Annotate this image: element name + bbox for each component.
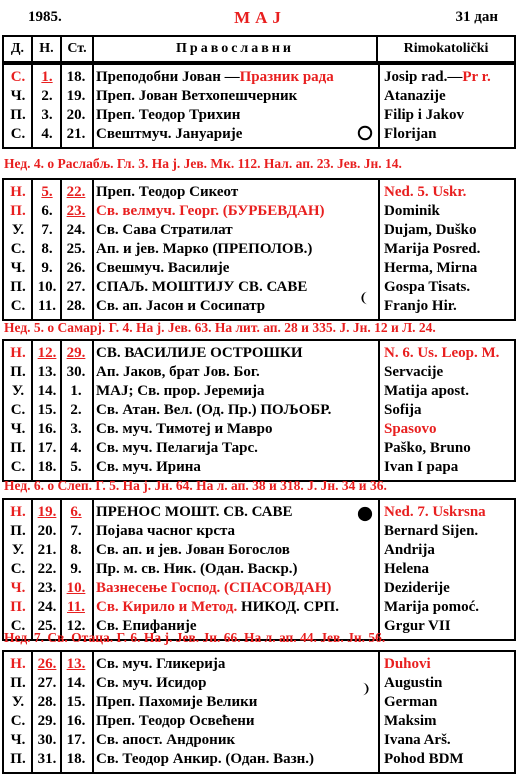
orthodox-feast-text: Св. апост. Андроник — [96, 732, 236, 748]
week-block — [2, 650, 516, 774]
catholic-feast — [384, 503, 486, 522]
catholic-feast — [384, 297, 457, 316]
catholic-feast — [384, 401, 422, 420]
day-row — [4, 344, 514, 363]
catholic-feast-text: Helena — [384, 561, 429, 577]
catholic-feast-text: Ned. 7. Uskrsna — [384, 504, 486, 520]
col-catholic: Rimokatolički — [403, 41, 489, 56]
new-date-cell: 16. — [37, 421, 57, 437]
orthodox-feast — [96, 750, 314, 769]
new-date-cell: 9. — [41, 260, 53, 276]
catholic-feast — [384, 712, 437, 731]
week-block — [2, 339, 516, 482]
new-date-cell: 13. — [37, 364, 57, 380]
orthodox-feast — [96, 560, 298, 579]
day-row — [4, 439, 514, 458]
weekday-cell: П. — [10, 675, 26, 691]
catholic-feast-text: Ned. 5. Uskr. — [384, 184, 467, 200]
orthodox-feast — [96, 731, 235, 750]
orthodox-feast-text: СВ. ВАСИЛИЈЕ ОСТРОШКИ — [96, 345, 303, 361]
new-date-cell: 8. — [41, 241, 53, 257]
weekday-cell: С. — [10, 298, 26, 314]
catholic-feast — [384, 125, 437, 144]
new-date-cell: 24. — [37, 599, 57, 615]
day-row — [4, 382, 514, 401]
orthodox-feast — [96, 674, 207, 693]
old-date-cell: 7. — [70, 523, 82, 539]
weekday-cell: Н. — [10, 656, 26, 672]
catholic-feast — [384, 87, 446, 106]
new-moon-icon — [357, 506, 373, 522]
weekday-cell: С. — [10, 459, 26, 475]
catholic-feast-text: German — [384, 694, 438, 710]
catholic-feast — [384, 674, 442, 693]
catholic-feast — [384, 68, 491, 87]
new-date-cell: 18. — [37, 459, 57, 475]
new-date-cell: 7. — [41, 222, 53, 238]
catholic-feast-text: Duhovi — [384, 656, 431, 672]
weekday-cell: С. — [10, 618, 26, 634]
orthodox-feast — [96, 363, 260, 382]
orthodox-feast — [96, 278, 307, 297]
catholic-feast — [384, 420, 437, 439]
day-row — [4, 401, 514, 420]
new-date-cell: 12. — [37, 345, 57, 361]
catholic-feast — [384, 541, 435, 560]
catholic-feast-text: Marija pomoć. — [384, 599, 479, 615]
catholic-feast-text: Servacije — [384, 364, 444, 380]
catholic-feast — [384, 278, 470, 297]
orthodox-feast-text: Појава часног крста — [96, 523, 236, 539]
old-date-cell: 10. — [66, 580, 86, 596]
old-date-cell: 17. — [66, 732, 86, 748]
orthodox-feast — [96, 125, 242, 144]
catholic-feast — [384, 560, 429, 579]
new-date-cell: 29. — [37, 713, 57, 729]
weekday-cell: У. — [11, 383, 25, 399]
month-title: МАЈ — [234, 8, 286, 27]
old-date-cell: 23. — [66, 203, 86, 219]
orthodox-feast-text: Преп. Пахомије Велики — [96, 694, 258, 710]
orthodox-feast-text: Ап. и јев. Марко (ПРЕПОЛОВ.) — [96, 241, 313, 257]
weekday-cell: С. — [10, 69, 26, 85]
old-date-cell: 9. — [70, 561, 82, 577]
orthodox-feast — [96, 655, 225, 674]
catholic-feast-text: Spasovo — [384, 421, 437, 437]
orthodox-feast-text: Св. муч. Исидор — [96, 675, 207, 691]
orthodox-feast — [96, 598, 339, 617]
catholic-feast-text: Maksim — [384, 713, 437, 729]
new-date-cell: 30. — [37, 732, 57, 748]
col-orthodox: Православни — [94, 37, 378, 61]
last-quarter-icon — [357, 290, 373, 306]
orthodox-feast-text: Св. Епифаније — [96, 618, 197, 634]
orthodox-feast-text: Преп. Теодор Освећени — [96, 713, 255, 729]
orthodox-feast-text: Ап. Јаков, брат Јов. Бог. — [96, 364, 260, 380]
orthodox-feast — [96, 240, 312, 259]
new-date-cell: 5. — [41, 184, 53, 200]
catholic-feast-text: Josip rad.— — [384, 69, 463, 85]
orthodox-feast — [96, 420, 272, 439]
catholic-feast-text: Dominik — [384, 203, 440, 219]
day-row — [4, 87, 514, 106]
weekday-cell: П. — [10, 107, 26, 123]
orthodox-feast-text: Св. ап. Јасон и Сосипатр — [96, 298, 266, 314]
new-date-cell: 28. — [37, 694, 57, 710]
weekday-cell: Ч. — [10, 88, 26, 104]
old-date-cell: 30. — [66, 364, 86, 380]
day-row — [4, 125, 514, 144]
year-label: 1985. — [28, 9, 62, 25]
weekday-cell: Ч. — [10, 580, 26, 596]
orthodox-feast-text: Св. Кирило и Метод. — [96, 599, 238, 615]
day-row — [4, 221, 514, 240]
old-date-cell: 15. — [66, 694, 86, 710]
weekday-cell: П. — [10, 279, 26, 295]
day-row — [4, 278, 514, 297]
catholic-feast — [384, 259, 477, 278]
new-date-cell: 11. — [38, 298, 56, 314]
catholic-feast — [384, 344, 499, 363]
catholic-feast-text: Bernard Sijen. — [384, 523, 479, 539]
week-block — [2, 498, 516, 641]
catholic-feast — [384, 598, 479, 617]
day-row — [4, 655, 514, 674]
days-count: 31 дан — [455, 9, 498, 25]
new-date-cell: 2. — [41, 88, 53, 104]
orthodox-feast-extra: НИКОД. СРП. — [237, 599, 339, 615]
weekday-cell: Н. — [10, 345, 26, 361]
old-date-cell: 27. — [66, 279, 86, 295]
orthodox-feast — [96, 693, 257, 712]
catholic-feast-text: Atanazije — [384, 88, 446, 104]
old-date-cell: 29. — [66, 345, 86, 361]
old-date-cell: 6. — [70, 504, 82, 520]
catholic-feast-text: Marija Posred. — [384, 241, 481, 257]
day-row — [4, 106, 514, 125]
weekday-cell: П. — [10, 599, 26, 615]
orthodox-feast-text: Пр. м. св. Ник. (Одан. Васкр.) — [96, 561, 298, 577]
catholic-feast-text: Deziderije — [384, 580, 450, 596]
day-row — [4, 541, 514, 560]
new-date-cell: 31. — [37, 751, 57, 767]
catholic-feast-text: Augustin — [384, 675, 443, 691]
weekday-cell: П. — [10, 751, 26, 767]
weekday-cell: С. — [10, 402, 26, 418]
full-moon-icon — [357, 125, 373, 141]
weekday-cell: С. — [10, 713, 26, 729]
catholic-feast-text: Ivana Arš. — [384, 732, 451, 748]
catholic-feast-text: Filip i Jakov — [384, 107, 465, 123]
old-date-cell: 18. — [66, 751, 86, 767]
orthodox-feast-text: СПАЉ. МОШТИЈУ СВ. САВЕ — [96, 279, 308, 295]
old-date-cell: 13. — [66, 656, 86, 672]
day-row — [4, 560, 514, 579]
orthodox-feast — [96, 259, 229, 278]
orthodox-feast-text: Св. Теодор Анкир. (Одан. Вазн.) — [96, 751, 314, 767]
week-reading-line: Нед. 4. о Раслабљ. Гл. 3. На ј. Јев. Мк. 112. Нал. ап. 23. Јев. Јн. 14. — [4, 156, 402, 171]
new-date-cell: 23. — [37, 580, 57, 596]
catholic-feast-text: Paško, Bruno — [384, 440, 471, 456]
catholic-feast-text: Florijan — [384, 126, 437, 142]
old-date-cell: 20. — [66, 107, 86, 123]
orthodox-feast-text: Свешмуч. Василије — [96, 260, 230, 276]
old-date-cell: 3. — [70, 421, 82, 437]
catholic-feast — [384, 579, 450, 598]
orthodox-feast-text: Преп. Теодор Трихин — [96, 107, 241, 123]
orthodox-feast-text: Св. Сава Стратилат — [96, 222, 233, 238]
orthodox-feast-text: ПРЕНОС МОШТ. СВ. САВЕ — [96, 504, 293, 520]
day-row — [4, 674, 514, 693]
weekday-cell: У. — [11, 222, 25, 238]
weekday-cell: С. — [10, 241, 26, 257]
orthodox-feast-holiday: Празник рада — [239, 69, 334, 85]
old-date-cell: 18. — [66, 69, 86, 85]
orthodox-feast — [96, 202, 325, 221]
catholic-feast — [384, 382, 469, 401]
col-old: Ст. — [62, 37, 94, 61]
weekday-cell: С. — [10, 561, 26, 577]
catholic-feast — [384, 731, 451, 750]
weekday-cell: Ч. — [10, 732, 26, 748]
orthodox-feast-text: Преподобни Јован — — [96, 69, 240, 85]
old-date-cell: 28. — [66, 298, 86, 314]
weekday-cell: Н. — [10, 504, 26, 520]
catholic-feast-text: Sofija — [384, 402, 422, 418]
weekday-cell: С. — [10, 126, 26, 142]
orthodox-feast — [96, 579, 331, 598]
catholic-feast-text: Gospa Tisats. — [384, 279, 471, 295]
orthodox-feast — [96, 503, 293, 522]
old-date-cell: 25. — [66, 241, 86, 257]
day-row — [4, 503, 514, 522]
day-row — [4, 183, 514, 202]
orthodox-feast — [96, 68, 334, 87]
day-row — [4, 731, 514, 750]
old-date-cell: 4. — [70, 440, 82, 456]
orthodox-feast — [96, 712, 255, 731]
weekday-cell: У. — [11, 542, 25, 558]
catholic-feast — [384, 655, 431, 674]
catholic-feast — [384, 183, 466, 202]
weekday-cell: Н. — [10, 184, 26, 200]
day-row — [4, 579, 514, 598]
old-date-cell: 19. — [66, 88, 86, 104]
week-block — [2, 178, 516, 321]
weekday-cell: П. — [10, 364, 26, 380]
orthodox-feast — [96, 183, 238, 202]
catholic-feast — [384, 439, 471, 458]
weekday-cell: Ч. — [10, 421, 26, 437]
new-date-cell: 20. — [37, 523, 57, 539]
old-date-cell: 1. — [70, 383, 82, 399]
old-date-cell: 14. — [66, 675, 86, 691]
orthodox-feast-text: Св. муч. Пелагија Тарс. — [96, 440, 258, 456]
catholic-feast-text: Ivan I papa — [384, 459, 459, 475]
day-row — [4, 693, 514, 712]
new-date-cell: 22. — [37, 561, 57, 577]
new-date-cell: 3. — [41, 107, 53, 123]
weekday-cell: Ч. — [10, 260, 26, 276]
catholic-feast — [384, 693, 437, 712]
catholic-feast-text: Dujam, Duško — [384, 222, 477, 238]
catholic-feast-text: Herma, Mirna — [384, 260, 478, 276]
col-new: Н. — [33, 37, 62, 61]
orthodox-feast-text: Преп. Теодор Сикеот — [96, 184, 239, 200]
catholic-feast-text: Pohod BDM — [384, 751, 464, 767]
catholic-feast — [384, 221, 477, 240]
orthodox-feast — [96, 439, 258, 458]
orthodox-feast-text: Св. муч. Гликерија — [96, 656, 226, 672]
week-block — [2, 63, 516, 149]
week-reading-line: Нед. 6. о Слеп. Г. 5. На ј. Јн. 64. На л. ап. 38 и 318. Ј. Јн. 34 и 36. — [4, 478, 387, 493]
catholic-feast — [384, 106, 464, 125]
orthodox-feast — [96, 401, 331, 420]
old-date-cell: 26. — [66, 260, 86, 276]
orthodox-feast — [96, 221, 233, 240]
new-date-cell: 27. — [37, 675, 57, 691]
orthodox-feast-text: Св. муч. Ирина — [96, 459, 201, 475]
weekday-cell: П. — [10, 523, 26, 539]
day-row — [4, 68, 514, 87]
orthodox-feast — [96, 106, 240, 125]
old-date-cell: 8. — [70, 542, 82, 558]
day-row — [4, 522, 514, 541]
day-row — [4, 598, 514, 617]
weekday-cell: П. — [10, 203, 26, 219]
catholic-feast-holiday: Pr r. — [462, 69, 491, 85]
catholic-feast-text: Franjo Hir. — [384, 298, 457, 314]
weekday-cell: П. — [10, 440, 26, 456]
new-date-cell: 1. — [41, 69, 53, 85]
day-row — [4, 297, 514, 316]
column-header — [2, 35, 516, 63]
orthodox-feast-text: Вазнесење Господ. (СПАСОВДАН) — [96, 580, 332, 596]
day-row — [4, 712, 514, 731]
catholic-feast — [384, 522, 478, 541]
new-date-cell: 17. — [37, 440, 57, 456]
old-date-cell: 11. — [67, 599, 85, 615]
day-row — [4, 420, 514, 439]
new-date-cell: 19. — [37, 504, 57, 520]
catholic-feast-text: Matija apost. — [384, 383, 469, 399]
orthodox-feast-text: Св. ап. и јев. Јован Богослов — [96, 542, 290, 558]
new-date-cell: 10. — [37, 279, 57, 295]
catholic-feast — [384, 202, 440, 221]
new-date-cell: 14. — [37, 383, 57, 399]
orthodox-feast-text: Преп. Јован Ветхопешчерник — [96, 88, 298, 104]
orthodox-feast-text: МАЈ; Св. прор. Јеремија — [96, 383, 265, 399]
orthodox-feast — [96, 297, 265, 316]
old-date-cell: 24. — [66, 222, 86, 238]
orthodox-feast-text: Св. муч. Тимотеј и Мавро — [96, 421, 273, 437]
week-reading-line: Нед. 5. о Самарј. Г. 4. На ј. Јев. 63. На лит. ап. 28 и 335. Ј. Јн. 12 и Л. 24. — [4, 320, 436, 335]
catholic-feast — [384, 750, 464, 769]
old-date-cell: 5. — [70, 459, 82, 475]
catholic-feast — [384, 363, 443, 382]
catholic-feast-text: Andrija — [384, 542, 435, 558]
old-date-cell: 2. — [70, 402, 82, 418]
catholic-feast-text: Grgur VII — [384, 618, 451, 634]
orthodox-feast-text: Св. велмуч. Георг. (БУРБЕВДАН) — [96, 203, 325, 219]
catholic-feast-text: N. 6. Us. Leop. M. — [384, 345, 500, 361]
orthodox-feast — [96, 522, 235, 541]
new-date-cell: 26. — [37, 656, 57, 672]
weekday-cell: У. — [11, 694, 25, 710]
first-quarter-icon — [357, 681, 373, 697]
orthodox-feast-text: Свештмуч. Јануарије — [96, 126, 243, 142]
day-row — [4, 202, 514, 221]
new-date-cell: 15. — [37, 402, 57, 418]
week-reading-line: Нед. 7. Св. Отаца. Г. 6. На ј. Јев. Јн. 66. На л. ап. 44. Јев. Јн. 56. — [4, 630, 386, 645]
orthodox-feast-text: Св. Атан. Вел. (Од. Пр.) ПОЉОБР. — [96, 402, 332, 418]
day-row — [4, 240, 514, 259]
orthodox-feast — [96, 541, 290, 560]
catholic-feast — [384, 240, 480, 259]
new-date-cell: 21. — [37, 542, 57, 558]
new-date-cell: 6. — [41, 203, 53, 219]
old-date-cell: 12. — [66, 618, 86, 634]
orthodox-feast — [96, 87, 297, 106]
orthodox-feast — [96, 344, 303, 363]
old-date-cell: 21. — [66, 126, 86, 142]
day-row — [4, 259, 514, 278]
new-date-cell: 25. — [37, 618, 57, 634]
day-row — [4, 363, 514, 382]
new-date-cell: 4. — [41, 126, 53, 142]
page-header — [0, 0, 520, 34]
day-row — [4, 750, 514, 769]
orthodox-feast — [96, 382, 265, 401]
old-date-cell: 22. — [66, 184, 86, 200]
col-day: Д. — [4, 37, 33, 61]
old-date-cell: 16. — [66, 713, 86, 729]
